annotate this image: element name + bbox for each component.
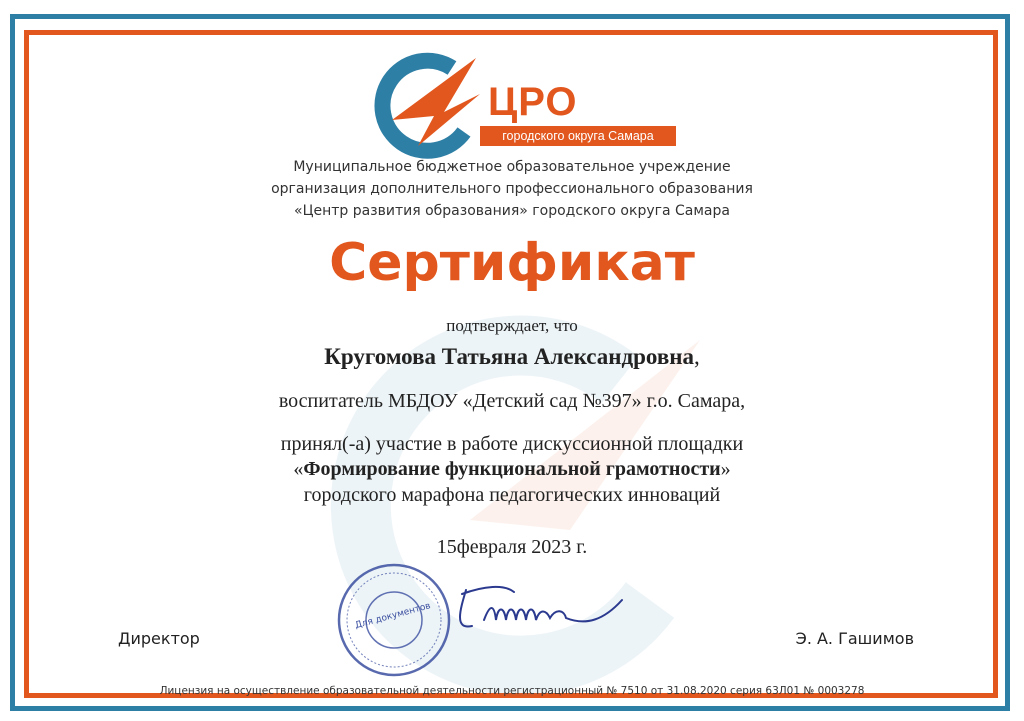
certificate-title: Сертификат: [329, 233, 695, 293]
recipient-comma: ,: [694, 344, 700, 369]
org-line-1: Муниципальное бюджетное образовательное учреждение: [293, 159, 731, 175]
license-text: Лицензия на осуществление образовательной деятельности регистрационный № 7510 от 31.08.2020 серия 63Л01 № 0003278: [159, 685, 865, 697]
recipient-name: Кругомова Татьяна Александровна: [324, 344, 695, 369]
recipient-line: [0, 344, 1024, 370]
event-line: [0, 458, 1024, 481]
position-text: воспитатель МБДОУ «Детский сад №397» г.о. Самара,: [278, 390, 746, 412]
marathon-text: городского марафона педагогических инноваций: [303, 484, 721, 506]
event-name: Формирование функциональной грамотности: [303, 458, 721, 480]
org-line-2: организация дополнительного профессионального образования: [271, 181, 753, 197]
quote-open: «: [293, 458, 304, 480]
logo-name: ЦРО: [488, 80, 578, 124]
quote-close: »: [720, 458, 731, 480]
logo-subtitle: городского округа Самара: [480, 126, 676, 146]
director-label: Директор: [118, 629, 200, 648]
stamp-text: Для документов: [354, 601, 432, 632]
director-name: Э. А. Гашимов: [795, 629, 914, 648]
date-text: 15февраля 2023 г.: [436, 536, 588, 558]
participation-text: принял(-а) участие в работе дискуссионной площадки: [280, 433, 744, 455]
org-line-3: «Центр развития образования» городского округа Самара: [294, 203, 730, 219]
organization-block: [0, 156, 1024, 222]
confirms-text: подтверждает, что: [446, 316, 578, 335]
official-stamp: [336, 562, 452, 678]
director-signature: [444, 580, 634, 640]
